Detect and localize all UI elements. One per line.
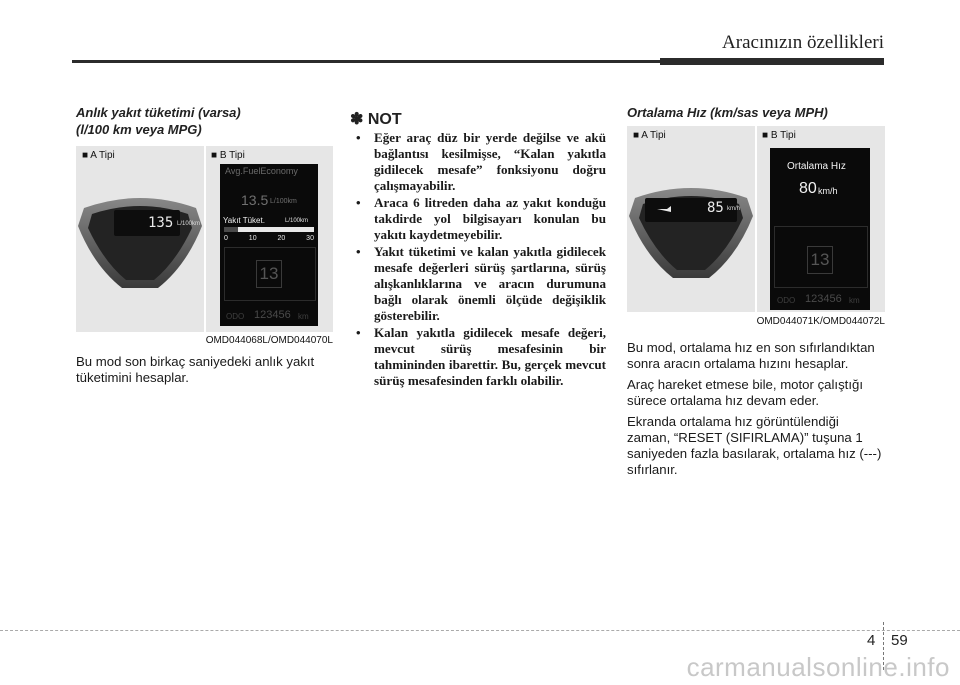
avg-speed-figure — [627, 126, 885, 312]
figure-code-right: OMD044071K/OMD044072L — [756, 316, 885, 327]
cluster-b-odo-value: 123456 — [805, 293, 842, 305]
note-item: • Kalan yakıtla gidilecek mesafe değeri, mevcut sürüş mesafesinin bir tahmininden ibarettir. Bu, gerçek mevcut sürüş mesafesinden farklı olabilir. — [351, 325, 606, 389]
cluster-b-value: 13.5 — [241, 192, 269, 208]
avg-speed-body — [627, 340, 885, 483]
chapter-number: 4 — [867, 632, 876, 649]
type-a-label: ■ A Tipi — [633, 130, 666, 141]
header-rule-tab — [660, 58, 884, 65]
cluster-a-unit: L/100km — [177, 221, 201, 227]
type-b-label: ■ B Tipi — [762, 130, 796, 141]
avg-speed-paragraph: Bu mod, ortalama hız en son sıfırlandıktan sonra aracın ortalama hızını hesaplar. — [627, 340, 875, 371]
note-list — [351, 130, 606, 390]
avg-speed-paragraph: Ekranda ortalama hız görüntülendiği zaman, “RESET (SIFIRLAMA)” tuşuna 1 saniyeden fazla basılarak, ortalama hız (---) sıfırlanır. — [627, 414, 882, 477]
watermark: carmanualsonline.info — [686, 652, 950, 682]
instant-fuel-title-line2: (l/100 km veya MPG) — [76, 122, 202, 137]
note-title: ✽ NOT — [350, 111, 402, 128]
tick-label: 20 — [277, 235, 286, 242]
figure-divider — [204, 146, 206, 332]
figure-code-left: OMD044068L/OMD044070L — [205, 335, 333, 346]
cluster-b-odo-value: 123456 — [254, 309, 291, 321]
type-a-label: ■ A Tipi — [82, 150, 115, 161]
consumption-bar — [224, 227, 314, 232]
instant-fuel-figure — [76, 146, 333, 332]
footer-dashed-rule — [0, 630, 960, 631]
tick-label: 10 — [248, 235, 257, 242]
instant-fuel-title-line1: Anlık yakıt tüketimi (varsa) — [76, 105, 241, 120]
note-item: • Araca 6 litreden daha az yakıt konduğu takdirde yol bilgisayarı konulan bu yakıtı kaydetmeyebilir. — [351, 195, 606, 243]
cluster-b-screen — [220, 164, 318, 326]
type-b-label: ■ B Tipi — [211, 150, 245, 161]
cluster-b-heading: Avg.FuelEconomy — [225, 166, 298, 176]
tick-label: 30 — [306, 235, 314, 242]
cluster-a-unit: km/h — [727, 206, 741, 212]
cluster-b-center-value: 13 — [256, 260, 282, 288]
cluster-b-bar-label: Yakıt Tüket. — [223, 216, 265, 225]
cluster-a-graphic — [627, 176, 755, 286]
cluster-b-odo-label: ODO — [777, 296, 796, 305]
cluster-b-odo-label: ODO — [226, 312, 245, 321]
note-item: • Yakıt tüketimi ve kalan yakıtla gidilecek mesafe değerleri sürüş şartlarına, sürüş alışkanlıklarına ve aracın durumuna bağlı olarak önemli ölçüde değişiklik gösterebilir. — [351, 244, 606, 324]
cluster-a-graphic — [76, 186, 204, 296]
instant-fuel-title — [76, 104, 336, 138]
cluster-b-unit: km/h — [818, 186, 838, 196]
cluster-b-value: 80 — [799, 180, 817, 197]
cluster-b-heading: Ortalama Hız — [787, 161, 846, 172]
consumption-bar-fill — [224, 227, 238, 232]
cluster-b-unit: L/100km — [270, 198, 297, 205]
cluster-b-bar-unit: L/100km — [285, 218, 309, 224]
consumption-bar-ticks — [224, 235, 314, 242]
instant-fuel-paragraph: Bu mod son birkaç saniyedeki anlık yakıt tüketimini hesaplar. — [76, 354, 315, 385]
tick-label: 0 — [224, 235, 228, 242]
avg-speed-paragraph: Araç hareket etmese bile, motor çalıştığı sürece ortalama hız devam eder. — [627, 377, 864, 408]
cluster-b-odo-unit: km — [298, 312, 309, 321]
cluster-b-center-value: 13 — [807, 246, 833, 274]
section-header-title: Aracınızın özellikleri — [722, 32, 884, 53]
note-item: • Eğer araç düz bir yerde değilse ve akü bağlantısı kesilmişse, “Kalan yakıtla gidilecek mesafe” fonksiyonu doğru çalışmayabilir. — [351, 130, 606, 194]
figure-divider — [755, 126, 757, 312]
avg-speed-title: Ortalama Hız (km/sas veya MPH) — [627, 105, 828, 120]
cluster-b-odo-unit: km — [849, 296, 860, 305]
page-number: 59 — [891, 632, 908, 649]
cluster-a-value: 135 — [148, 215, 174, 231]
cluster-a-value: 85 — [707, 200, 724, 216]
